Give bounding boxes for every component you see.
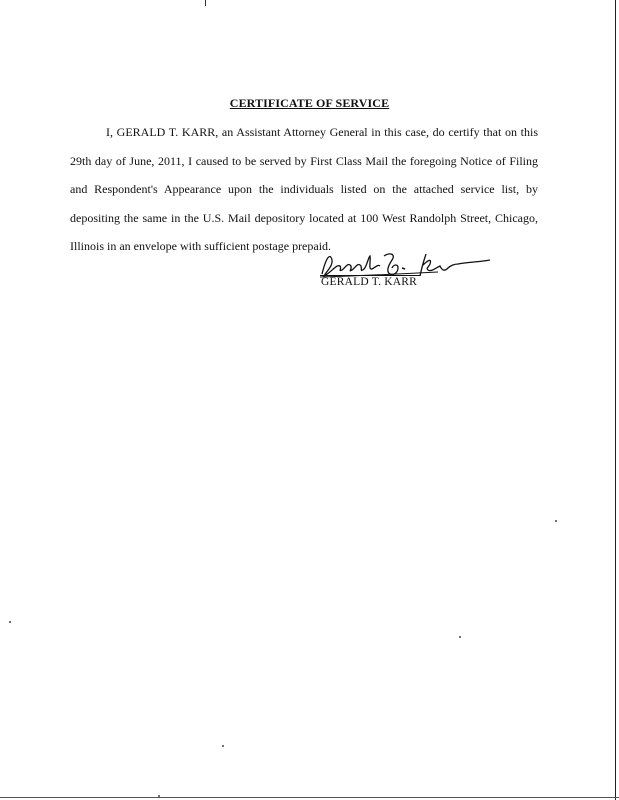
scan-border-bottom	[0, 797, 619, 798]
scan-speck	[222, 745, 224, 747]
scan-border-top	[205, 0, 206, 6]
certificate-body: I, GERALD T. KARR, an Assistant Attorney General in this case, do certify that on this 29th day of June, 2011, I caused to be served by First Class Mail the foregoing Notice of Filing and Respondent's Appearance upon the individuals listed on the attached service list, by depositing the same in the U.S. Mail depository located at 100 West Randolph Street, Chicago, Illinois in an envelope with sufficient postage prepaid.	[70, 125, 538, 253]
scan-speck	[9, 621, 11, 623]
scan-speck	[158, 795, 160, 797]
scan-speck	[555, 520, 557, 522]
scan-border-right	[615, 0, 616, 800]
scan-speck	[459, 636, 461, 638]
document-title: CERTIFICATE OF SERVICE	[229, 96, 390, 110]
signer-name: GERALD T. KARR	[321, 276, 417, 288]
